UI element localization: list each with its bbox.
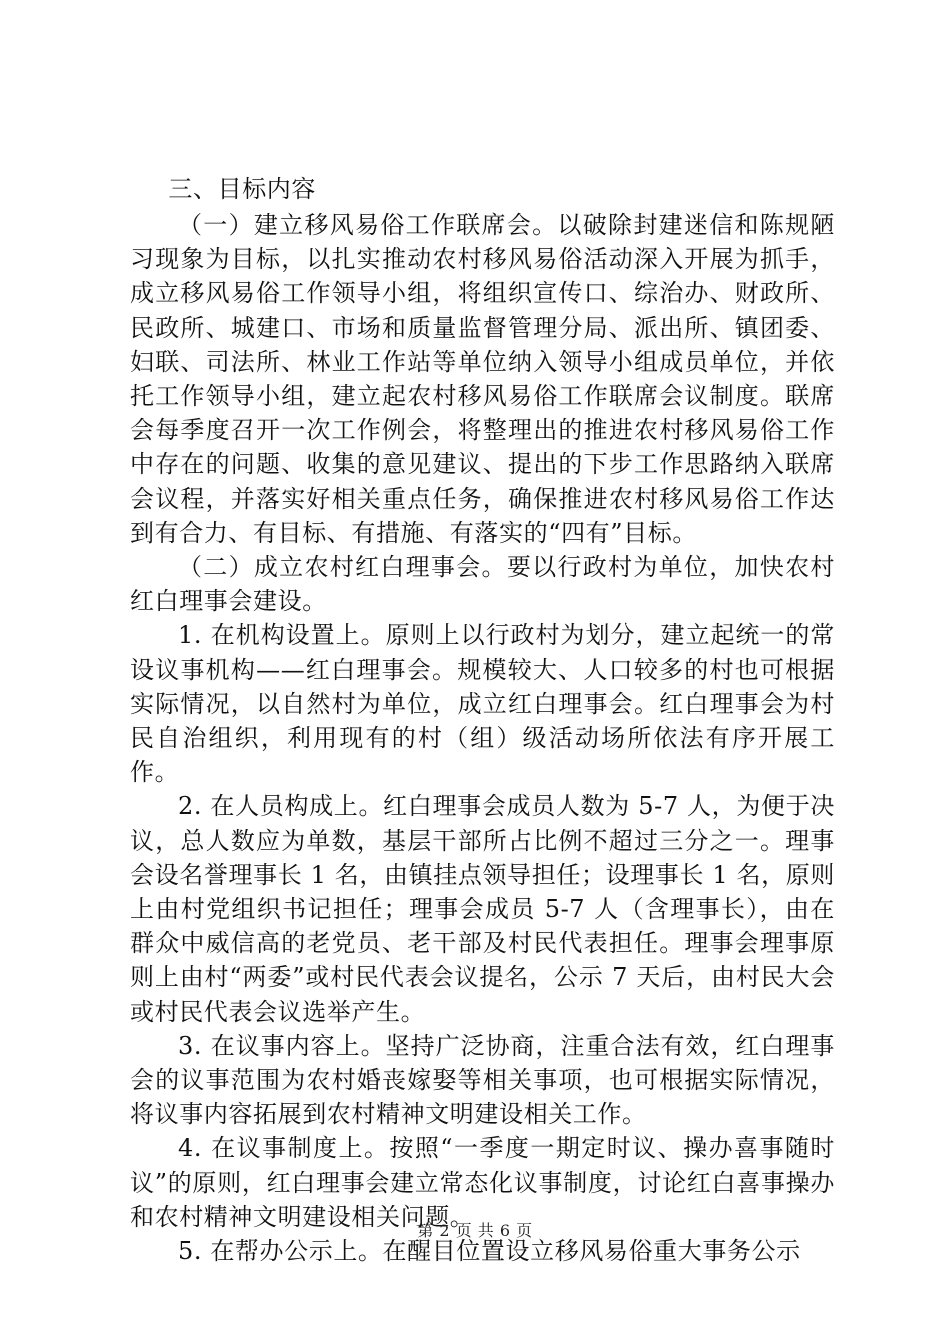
- section-heading: 三、目标内容: [168, 175, 316, 203]
- paragraph-joint-meeting: （一）建立移风易俗工作联席会。以破除封建迷信和陈规陋习现象为目标，以扎实推动农村移风易俗活动深入开展为抓手，成立移风易俗工作领导小组，将组织宣传口、综治办、财政所、民政所、城建口、市场和质量监督管理分局、派出所、镇团委、妇联、司法所、林业工作站等单位纳入领导小组成员单位，并依托工作领导小组，建立起农村移风易俗工作联席会议制度。联席会每季度召开一次工作例会，将整理出的推进农村移风易俗工作中存在的问题、收集的意见建议、提出的下步工作思路纳入联席会议程，并落实好相关重点任务，确保推进农村移风易俗工作达到有合力、有目标、有措施、有落实的“四有”目标。: [130, 211, 835, 547]
- paragraph-agenda-content: 3. 在议事内容上。坚持广泛协商，注重合法有效，红白理事会的议事范围为农村婚丧嫁娶等相关事项，也可根据实际情况，将议事内容拓展到农村精神文明建设相关工作。: [130, 1031, 835, 1129]
- page-number-footer: 第 2 页 共 6 页: [417, 1221, 533, 1240]
- paragraph-agenda-system: 4. 在议事制度上。按照“一季度一期定时议、操办喜事随时议”的原则，红白理事会建立常态化议事制度，讨论红白喜事操办和农村精神文明建设相关问题。: [130, 1134, 835, 1231]
- document-body: [130, 170, 835, 1268]
- paragraph-council-intro: （二）成立农村红白理事会。要以行政村为单位，加快农村红白理事会建设。: [130, 553, 835, 616]
- paragraph-public-notice: 5. 在帮办公示上。在醒目位置设立移风易俗重大事务公示: [178, 1237, 801, 1266]
- paragraph-membership: 2. 在人员构成上。红白理事会成员人数为 5-7 人，为便于决议，总人数应为单数，基层干部所占比例不超过三分之一。理事会设名誉理事长 1 名，由镇挂点领导担任；设理事长 1 名，原则上由村党组织书记担任；理事会成员 5-7 人（含理事长），由在群众中威信高的老党员、老干部及村民代表担任。理事会理事原则上由村“两委”或村民代表会议提名，公示 7 天后，由村民大会或村民代表会议选举产生。: [130, 792, 835, 1026]
- paragraph-org-setup: 1. 在机构设置上。原则上以行政村为划分，建立起统一的常设议事机构——红白理事会。规模较大、人口较多的村也可根据实际情况，以自然村为单位，成立红白理事会。红白理事会为村民自治组织，利用现有的村（组）级活动场所依法有序开展工作。: [130, 621, 835, 787]
